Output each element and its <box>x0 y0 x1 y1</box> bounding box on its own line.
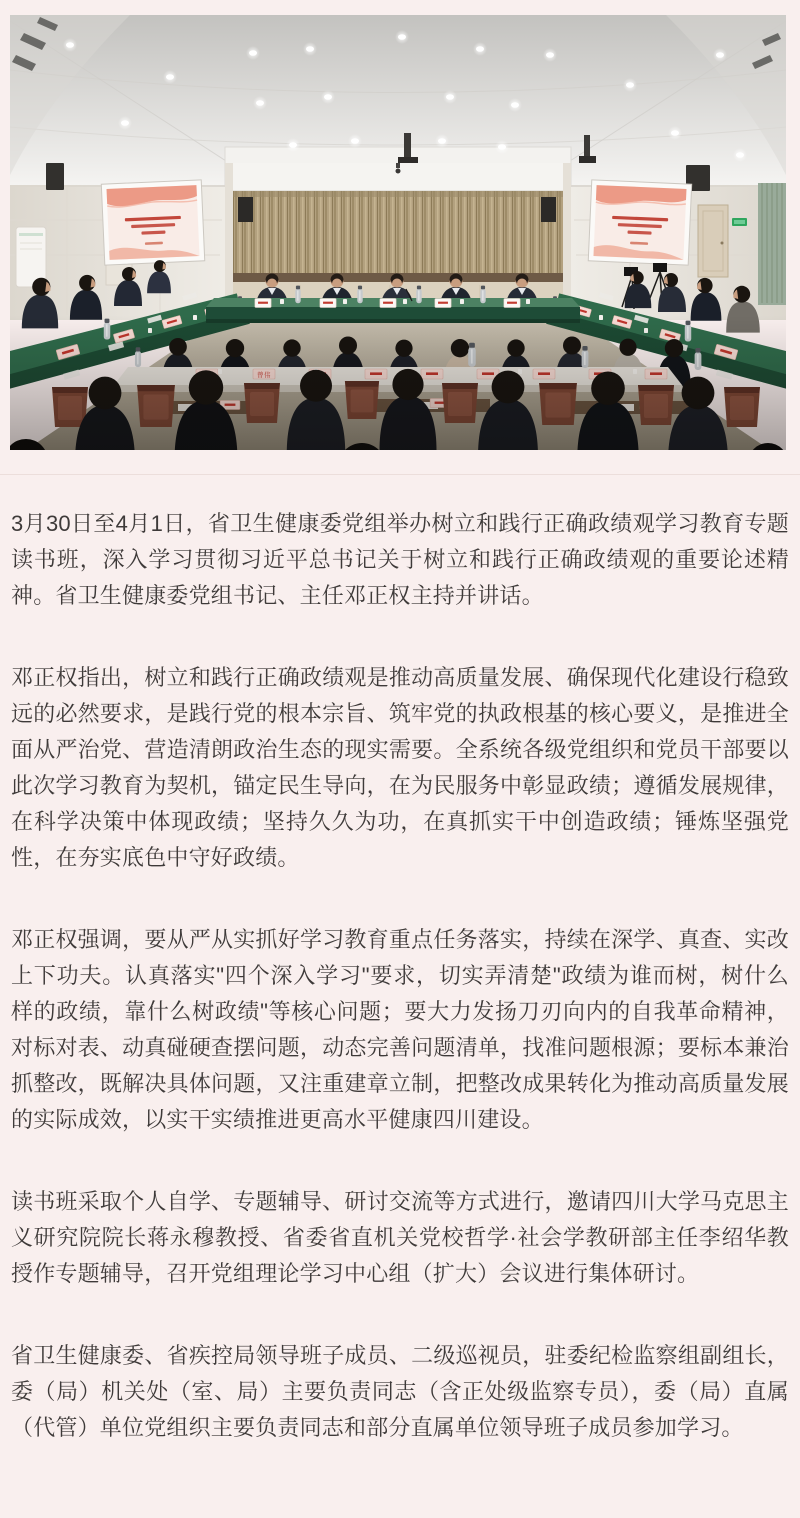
side-curtain <box>758 183 786 305</box>
paragraph-3: 邓正权强调，要从严从实抓好学习教育重点任务落实，持续在深学、真查、实改上下功夫。认真落实"四个深入学习"要求，切实弄清楚"政绩为谁而树，树什么样的政绩，靠什么树政绩"等核心问题；要大力发扬刀刃向内的自我革命精神，对标对表、动真碰硬查摆问题，动态完善问题清单，找准问题根源；要标本兼治抓整改，既解决具体问题，又注重建章立制，把整改成果转化为推动高质量发展的实际成效，以实干实绩推进更高水平健康四川建设。 <box>11 927 789 1132</box>
ceiling <box>10 15 786 187</box>
projection-screen-left <box>101 180 204 265</box>
paragraph-1: 3月30日至4月1日，省卫生健康委党组举办树立和践行正确政绩观学习教育专题读书班，深入学习贯彻习近平总书记关于树立和践行正确政绩观的重要论述精神。省卫生健康委党组书记、主任邓正权主持并讲话。 <box>11 511 789 608</box>
photo-vignette <box>10 315 786 450</box>
paragraph-4: 读书班采取个人自学、专题辅导、研讨交流等方式进行，邀请四川大学马克思主义研究院院长蒋永穆教授、省委省直机关党校哲学·社会学教研部主任李绍华教授作专题辅导，召开党组理论学习中心组（扩大）会议进行集体研讨。 <box>11 1189 789 1286</box>
exit-sign <box>732 218 747 226</box>
right-door <box>698 205 728 277</box>
paragraph-5: 省卫生健康委、省疾控局领导班子成员、二级巡视员，驻委纪检监察组副组长，委（局）机关处（室、局）主要负责同志（含正处级监察专员），委（局）直属（代管）单位党组织主要负责同志和部分直属单位领导班子成员参加学习。 <box>11 1343 789 1440</box>
article-hero-photo <box>0 0 800 475</box>
ceiling-camera <box>396 169 401 174</box>
article-body <box>0 475 800 1468</box>
paragraph-2: 邓正权指出，树立和践行正确政绩观是推动高质量发展、确保现代化建设行稳致远的必然要求，是践行党的根本宗旨、筑牢党的执政根基的核心要义，是推进全面从严治党、营造清朗政治生态的现实需要。全系统各级党组织和党员干部要以此次学习教育为契机，锚定民生导向，在为民服务中彰显政绩；遵循发展规律，在科学决策中体现政绩；坚持久久为功，在真抓实干中创造政绩；锤炼坚强党性，在夯实底色中守好政绩。 <box>11 665 789 870</box>
stage-speaker-right <box>541 197 556 222</box>
stage-curtain <box>233 191 563 275</box>
meeting-photo <box>10 15 786 450</box>
wall-speaker-left <box>46 163 64 190</box>
projection-screen-right <box>588 180 691 265</box>
stage-speaker-left <box>238 197 253 222</box>
